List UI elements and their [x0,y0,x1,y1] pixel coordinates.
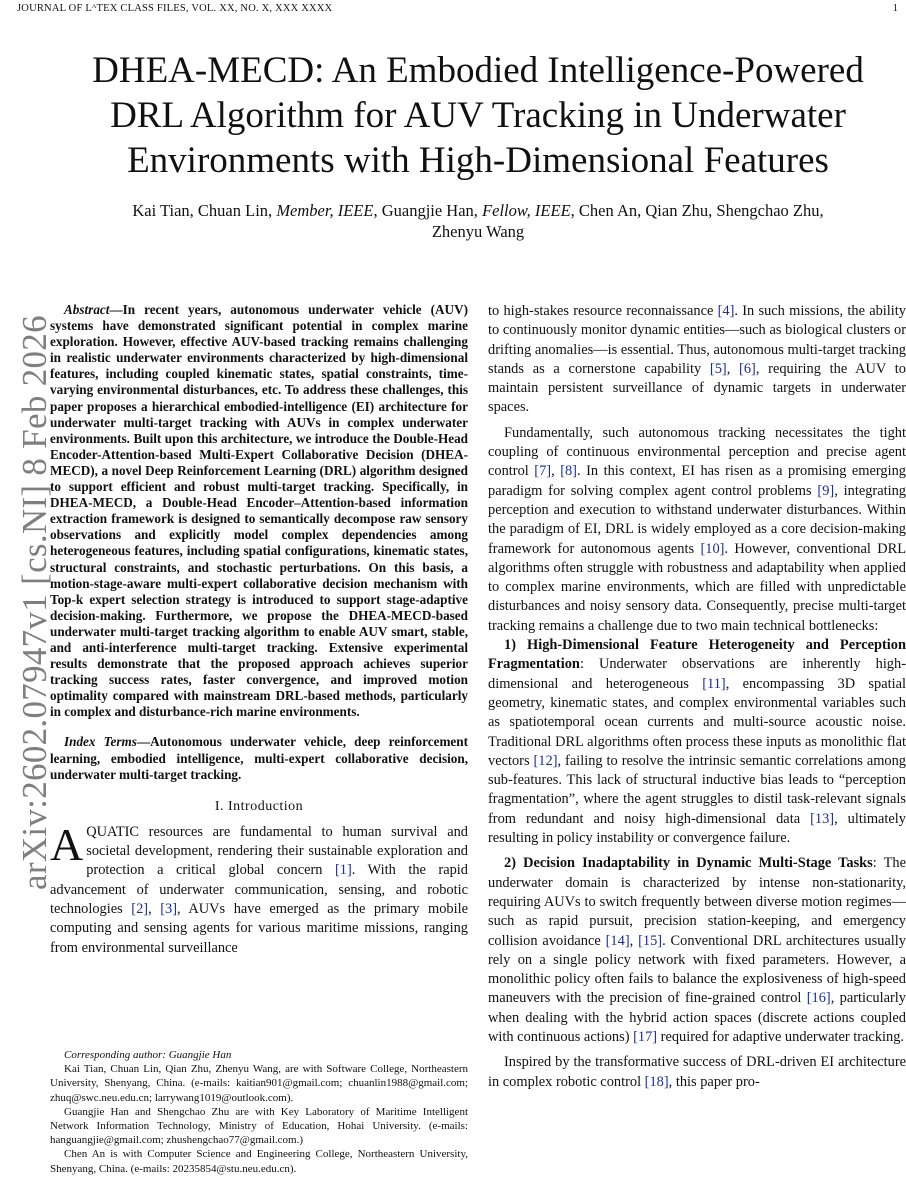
intro-paragraph [50,818,468,958]
author-list [60,200,896,242]
arxiv-stamp: arXiv:2602.07947v1 [cs.NI] 8 Feb 2026 [15,315,54,890]
text-run: . With the rapid advancement of underwater communication, sensing, and robotic technologies [50,862,468,917]
author-names: , Chen An, Qian Zhu, Shengchao Zhu, [570,201,824,220]
left-column [50,302,468,958]
text-run: Inspired by the transformative success of DRL-driven EI architecture in complex robotic control [488,1054,906,1090]
corresponding-author: Corresponding author: Guangjie Han [64,1049,232,1061]
citation-link[interactable]: [7] [534,463,552,480]
title-line: DHEA-MECD: An Embodied Intelligence-Powered [92,50,864,91]
text-run: . However, conventional DRL algorithms often struggle with robustness and adaptability when applied to complex marine environments, which are filled with unpredictable disturbances and noisy sensory data. Consequently, precise multi-target tracking remains a challenge due to two main technical bottlenecks: [488,540,906,634]
text-run: , [726,360,740,377]
page-number: 1 [892,3,898,14]
abstract-text: —In recent years, autonomous underwater vehicle (AUV) systems have demonstrated significant potential in complex marine exploration. However, effective AUV-based tracking remains challenging in realistic underwater environments characterized by high-dimensional features, including coupled kinematic states, spatial constraints, time-varying environmental disturbances, etc. To address these challenges, this paper proposes a hierarchical embodied-intelligence (EI) architecture for underwater multi-target tracking with AUVs in complex underwater environments. Built upon this architecture, we introduce the Double-Head Encoder-Attention-based Multi-Expert Collaborative Decision (DHEA-MECD), a novel Deep Reinforcement Learning (DRL) algorithm designed to support efficient and robust multi-target tracking. Specifically, in DHEA-MECD, a Double-Head Encoder–Attention-based information extraction framework is designed to semantically decompose raw sensory observations and explicitly model complex dependencies among heterogeneous features, including spatial configurations, kinematic states, structural constraints, and stochastic perturbations. On this basis, a motion-stage-aware multi-expert collaborative decision mechanism with Top-k expert selection strategy is introduced to support stage-adaptive decision-making. Furthermore, we propose the DHEA-MECD-based underwater multi-target tracking algorithm to enable AUV smart, stable, and anti-interference multi-target tracking. Extensive experimental results demonstrate that the proposed approach achieves superior tracking success rates, faster convergence, and improved motion optimality compared with mainstream DRL-based methods, particularly in complex and disturbance-rich marine environments. [50,302,468,720]
section-heading: I. Introduction [214,798,304,814]
text-run: , integrating perception and execution to withstand underwater disturbances. Within the paradigm of EI, DRL is widely employed as a core decision-making framework for autonomous agents [488,482,906,557]
citation-link[interactable]: [4] [717,303,735,319]
paragraph-label: 2) Decision Inadaptability in Dynamic Multi-Stage Tasks [504,855,873,872]
citation-link[interactable]: [14] [605,932,630,949]
title-line: DRL Algorithm for AUV Tracking in Underwater [110,95,846,136]
text-run: Fundamentally, such autonomous tracking necessitates the tight coupling of continuous environmental perception and precise agent control [488,424,906,480]
footnote: Guangjie Han and Shengchao Zhu are with Key Laboratory of Maritime Intelligent Network Information Technology, Ministry of Education, Hohai University. (e-mails: hanguangjie@gmail.com; zhushengchao77@gmail.com.) [50,1105,468,1147]
text-run: : Underwater observations are inherently high-dimensional and heterogeneous [488,656,906,692]
text-run: . In such missions, the ability to continuously monitor dynamic entities—such as biological clusters or drifting anomalies—is essential. Thus, autonomous multi-target tracking stands as a cornerstone capability [488,303,906,377]
body-paragraph [488,1053,906,1092]
text-run: QUATIC resources are fundamental to human survival and societal development, rendering their sustainable exploration and protection a critical global concern [86,823,468,879]
right-column [488,302,906,1092]
citation-link[interactable]: [5] [709,360,727,377]
body-paragraph [488,636,906,848]
paragraph-label: 1) High-Dimensional Feature Heterogeneity and Perception Fragmentation [488,637,906,673]
footnotes [50,1048,468,1176]
text-run: , this paper pro- [668,1073,760,1090]
citation-link[interactable]: [13] [810,810,835,827]
citation-link[interactable]: [3] [160,900,178,917]
author-names: , Guangjie Han, [373,201,483,220]
text-run: , [629,932,639,949]
text-run: : The underwater domain is characterized by intense non-stationarity, requiring AUVs to switch frequently between diverse motion regimes—such as rapid pursuit, precision station-keeping, and emergency collision avoidance [488,855,906,949]
citation-link[interactable]: [17] [633,1028,658,1045]
index-terms-text: —Autonomous underwater vehicle, deep reinforcement learning, embodied intelligence, multi-expert collaborative decision, underwater multi-target tracking. [50,734,469,782]
author-names: Kai Tian, Chuan Lin, [132,201,277,220]
citation-link[interactable]: [9] [817,482,835,499]
text-run: , requiring the AUV to maintain persistent surveillance of dynamic targets in underwater spaces. [488,360,906,416]
citation-link[interactable]: [1] [334,862,352,879]
text-run: , failing to resolve the intrinsic semantic correlations among sub-features. This lack of structural inductive bias leads to “perception fragmentation”, where the agent struggles to distil task-relevant signals from redundant and noisy high-dimensional data [488,752,906,827]
text-run: to high-stakes resource reconnaissance [488,303,718,319]
drop-cap: A [50,818,84,870]
abstract-label: Abstract [64,302,110,317]
title-line: Environments with High-Dimensional Features [127,140,829,181]
footnote: Kai Tian, Chuan Lin, Qian Zhu, Zhenyu Wang, are with Software College, Northeastern University, Shenyang, China. (e-mails: kaitian901@gmail.com; chuanlin1988@gmail.com; zhuq@swc.neu.edu.cn; larrywang1019@outlook.com). [50,1063,468,1104]
index-terms-label: Index Terms [64,734,137,750]
footnote: Chen An is with Computer Science and Engineering College, Northeastern University, Shenyang, China. (e-mails: 20235854@stu.neu.edu.cn). [50,1148,468,1175]
text-run: , AUVs have emerged as the primary mobile computing and sensing agents for various maritime missions, ranging from environmental surveillance [50,900,468,956]
text-run: , encompassing 3D spatial geometry, kinematic states, and complex environmental variables such as spatiotemporal ocean currents and multi-source acoustic noise. Traditional DRL algorithms often process these inputs as monolithic flat vectors [488,675,906,769]
text-run: , [551,463,561,480]
citation-link[interactable]: [6] [739,360,756,377]
citation-link[interactable]: [16] [806,990,831,1007]
citation-link[interactable]: [11] [702,675,726,692]
running-header: JOURNAL OF LᴬTEX CLASS FILES, VOL. XX, NO. X, XXX XXXX [17,3,333,14]
author-role: Fellow, IEEE [482,201,571,220]
index-terms [50,734,468,782]
citation-link[interactable]: [2] [131,900,149,917]
author-role: Member, IEEE [276,201,374,220]
body-paragraph [488,424,906,636]
abstract [50,302,468,720]
text-run: . Conventional DRL architectures usually rely on a single policy network with fixed parameters. However, a monolithic policy often fails to balance the explosiveness of high-speed maneuvers with the precision of fine-grained control [488,932,906,1007]
citation-link[interactable]: [15] [638,932,663,949]
text-run: , particularly when dealing with the hybrid action spaces (discrete actions coupled with continuous actions) [488,990,906,1045]
text-run: required for adaptive underwater tracking. [657,1028,905,1045]
text-run: , [148,900,161,917]
citation-link[interactable]: [8] [560,463,577,480]
author-names: Zhenyu Wang [431,222,525,241]
text-run: , ultimately resulting in policy instability or convergence failure. [488,810,906,847]
paper-title [40,48,906,183]
citation-link[interactable]: [10] [700,540,725,557]
text-run: . In this context, EI has risen as a promising emerging paradigm for solving complex agent control problems [488,463,906,499]
citation-link[interactable]: [12] [533,752,558,769]
citation-link[interactable]: [18] [644,1073,669,1090]
body-paragraph [488,854,906,1047]
body-paragraph [488,302,906,418]
